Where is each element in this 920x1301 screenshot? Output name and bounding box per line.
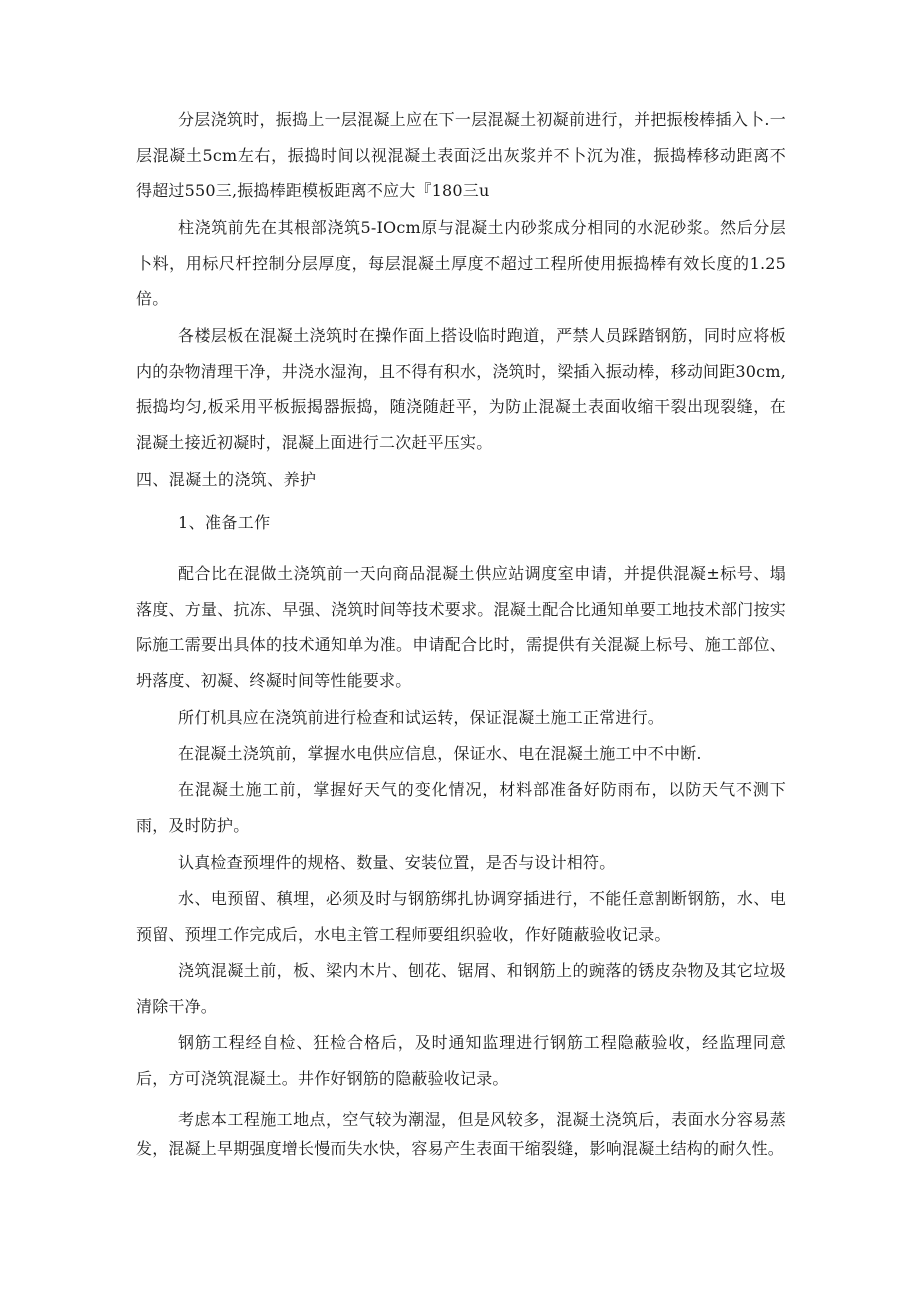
subsection-heading: 1、准备工作 xyxy=(178,513,271,532)
paragraph-mix-ratio: 配合比在混做土浇筑前一天向商品混凝土供应站调度室申请，并提供混凝±标号、塌落度、方量、抗冻、早强、浇筑时间等技术要求。混凝土配合比通知单要工地技术部门按实际施工需要出具体的技术通知单为准。申请配合比时，需提供有关混凝上标号、施工部位、坍落度、初凝、终凝时间等性能要求。 xyxy=(136,564,786,690)
paragraph-cleaning: 浇筑混凝土前，板、梁内木片、刨花、锯屑、和钢筋上的豌落的锈皮杂物及其它垃圾清除干净。 xyxy=(136,961,786,1016)
paragraph-utilities: 在混凝土浇筑前，掌握水电供应信息，保证水、电在混凝土施工中不中断. xyxy=(178,744,702,763)
section-heading: 四、混凝土的浇筑、养护 xyxy=(136,470,317,489)
paragraph-equipment-check: 所仃机具应在浇筑前进行检查和试运转，保证混凝土施工正常进行。 xyxy=(178,708,665,727)
paragraph-reserved-openings: 水、电预留、稹埋，必须及时与钢筋绑扎协调穿插进行，不能任意割断钢筋，水、电预留、预埋工作完成后，水电主管工程师要组织验收，作好随蔽验收记录。 xyxy=(136,889,786,944)
paragraph-embedded-parts: 认真检查预埋件的规格、数量、安装位置，是否与设计相符。 xyxy=(178,853,616,872)
paragraph-weather: 在混凝土施工前，掌握好天气的变化情况，材料部准备好防雨布，以防天气不测下雨，及时防护。 xyxy=(136,780,786,835)
paragraph-floor-slab: 各楼层板在混凝土浇筑时在操作面上搭设临时跑道，严禁人员踩踏钢筋，同时应将板内的杂物清理干净，井浇水湿洵，且不得有积水，浇筑时，梁插入振动棒，移动间距30cm,振捣均匀,板采用平板振揭器振捣，随浇随赶平，为防止混凝土表面收缩干裂出现裂缝，在混凝土接近初凝时，混凝上面进行二次赶平压实。 xyxy=(136,326,786,452)
paragraph-layered-pouring: 分层浇筑时，振捣上一层混凝上应在下一层混凝土初凝前进行，并把振梭棒插入卜.一层混凝土5cm左右，振捣时间以视混凝土表面泛出灰浆并不卜沉为准，振捣棒移动距离不得超过550三,振捣棒距模板距离不应大『180三u xyxy=(136,110,786,200)
paragraph-rebar-inspection: 钢筋工程经自检、狂检合格后，及时通知监理进行钢筋工程隐蔽验收，经监理同意后，方可浇筑混凝土。井作好钢筋的隐蔽验收记录。 xyxy=(136,1033,786,1088)
paragraph-curing-considerations: 考虑本工程施工地点，空气较为潮湿，但是风较多，混凝土浇筑后，表面水分容易蒸发，混凝上早期强度增长慢而失水快，容易产生表面干缩裂缝，影响混凝土结构的耐久性。 xyxy=(136,1110,786,1158)
paragraph-column-pouring: 柱浇筑前先在其根部浇筑5-IOcm原与混凝土内砂浆成分相同的水泥砂浆。然后分层卜料，用标尺杆控制分层厚度，每层混凝土厚度不超过工程所使用振捣棒有效长度的1.25倍。 xyxy=(136,218,786,308)
